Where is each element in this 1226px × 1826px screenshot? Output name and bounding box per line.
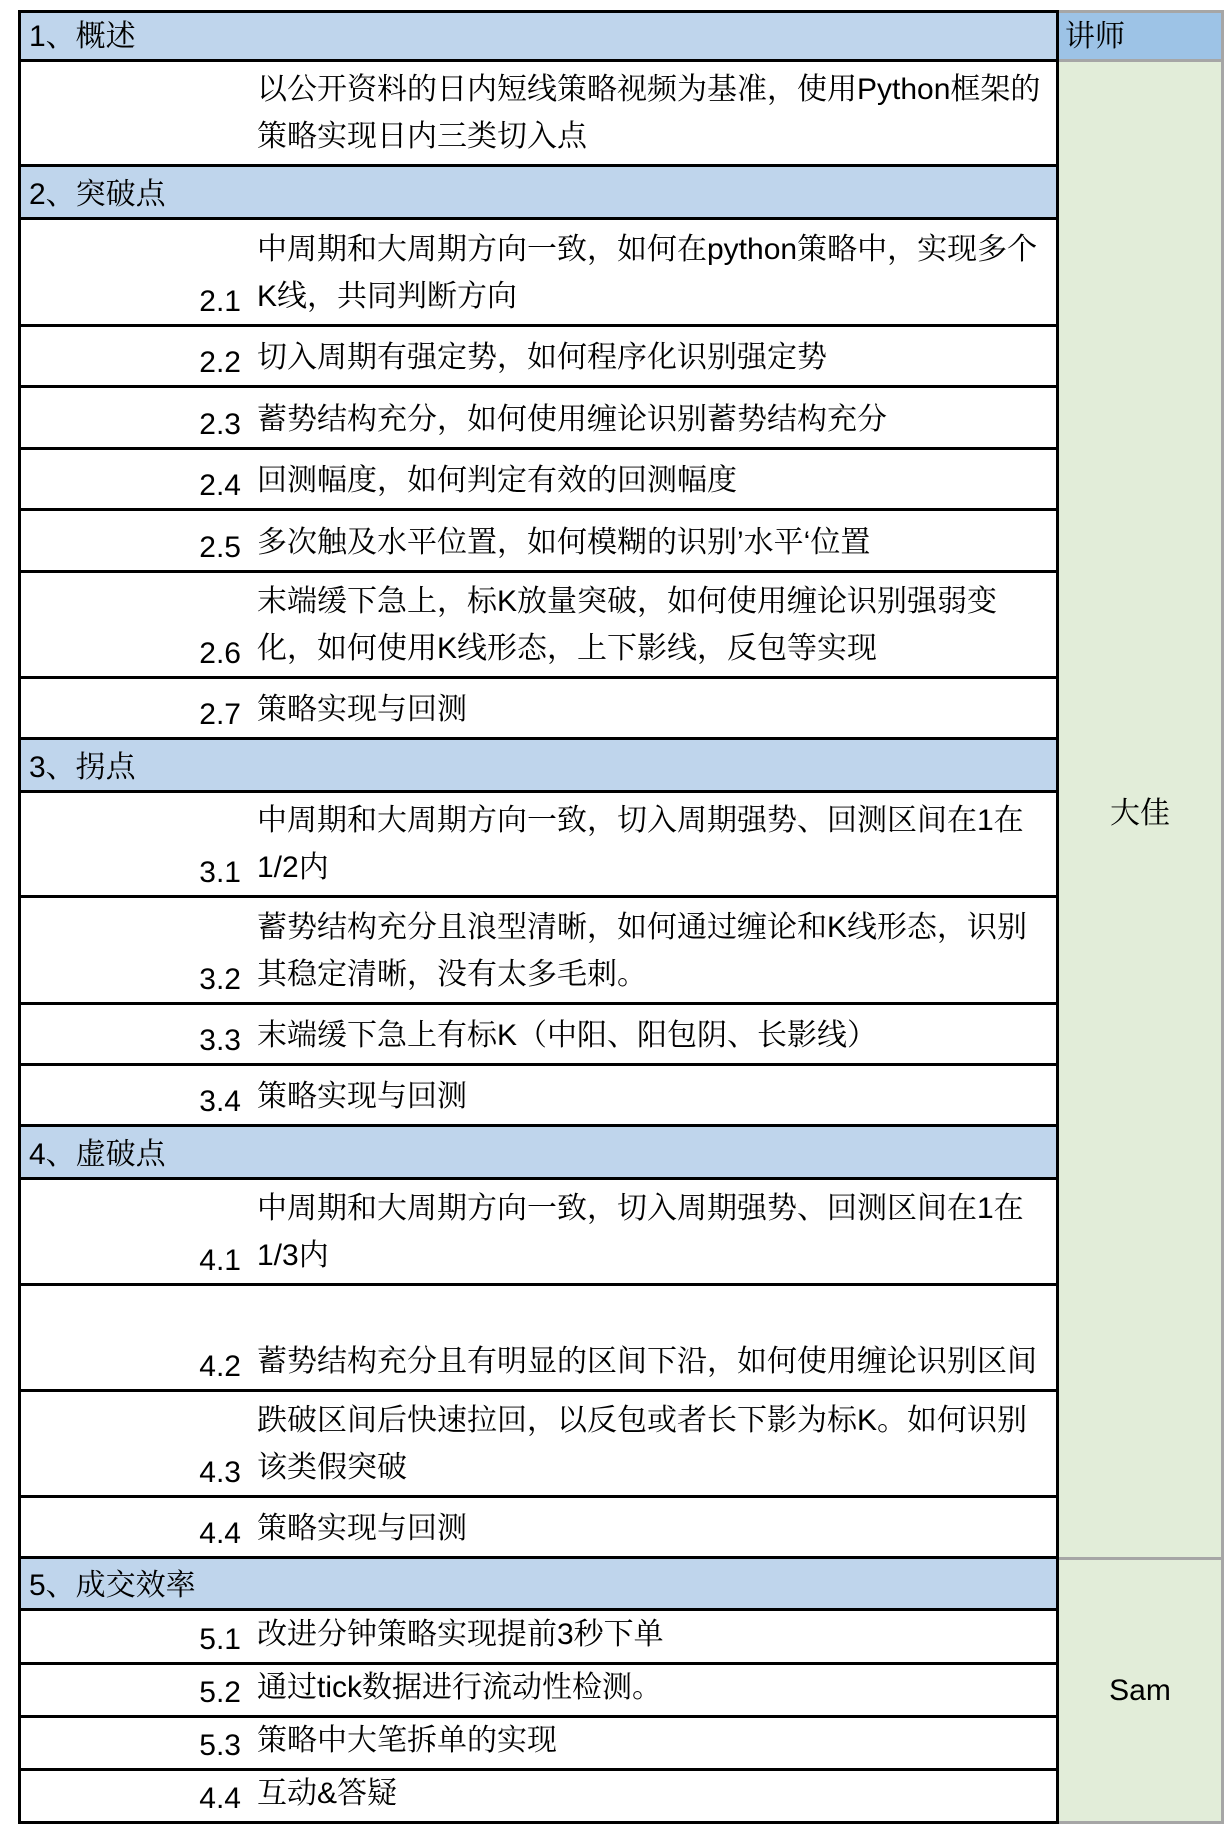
row-num: 2.3 [18, 388, 252, 450]
row-text: 策略实现与回测 [249, 679, 1059, 740]
teacher-column-header: 讲师 [1059, 10, 1224, 62]
row-text: 蓄势结构充分且有明显的区间下沿，如何使用缠论识别区间 [249, 1286, 1059, 1392]
teacher-cell-sam: Sam [1059, 1560, 1224, 1824]
row-text: 互动&答疑 [249, 1771, 1059, 1824]
row-text: 中周期和大周期方向一致，如何在python策略中，实现多个K线，共同判断方向 [249, 220, 1059, 327]
row-num: 4.1 [18, 1180, 252, 1286]
row-num: 2.2 [18, 327, 252, 388]
section-header-5: 5、成交效率 [18, 1559, 252, 1611]
row-text: 蓄势结构充分且浪型清晰，如何通过缠论和K线形态，识别其稳定清晰，没有太多毛刺。 [249, 898, 1059, 1005]
row-text: 中周期和大周期方向一致，切入周期强势、回测区间在1在1/3内 [249, 1180, 1059, 1286]
row-text: 切入周期有强定势，如何程序化识别强定势 [249, 327, 1059, 388]
row-num: 4.4 [18, 1771, 252, 1824]
section-header-4: 4、虚破点 [18, 1127, 252, 1180]
row-text: 改进分钟策略实现提前3秒下单 [249, 1611, 1059, 1665]
row-num: 4.3 [18, 1392, 252, 1498]
row-num: 2.5 [18, 511, 252, 573]
row-num: 5.3 [18, 1718, 252, 1771]
row-text: 通过tick数据进行流动性检测。 [249, 1665, 1059, 1718]
section-header-3-blank [249, 740, 1059, 793]
section-header-2: 2、突破点 [18, 167, 252, 220]
section-header-4-blank [249, 1127, 1059, 1180]
row-text: 策略中大笔拆单的实现 [249, 1718, 1059, 1771]
section-header-5-blank [249, 1559, 1059, 1611]
teacher-cell-dajia: 大佳 [1059, 62, 1224, 1560]
row-num: 4.4 [18, 1498, 252, 1559]
row-text: 多次触及水平位置，如何模糊的识别’水平‘位置 [249, 511, 1059, 573]
section-header-1-blank [249, 10, 1059, 62]
row-num: 5.2 [18, 1665, 252, 1718]
section-header-2-blank [249, 167, 1059, 220]
row-num: 3.1 [18, 793, 252, 898]
row-num: 2.4 [18, 450, 252, 511]
row-num: 2.7 [18, 679, 252, 740]
row-text: 蓄势结构充分，如何使用缠论识别蓄势结构充分 [249, 388, 1059, 450]
row-text: 末端缓下急上，标K放量突破，如何使用缠论识别强弱变化，如何使用K线形态，上下影线，反包等实现 [249, 573, 1059, 679]
row-text: 策略实现与回测 [249, 1498, 1059, 1559]
row-num: 5.1 [18, 1611, 252, 1665]
row-text: 以公开资料的日内短线策略视频为基准，使用Python框架的策略实现日内三类切入点 [249, 62, 1059, 167]
row-num: 2.6 [18, 573, 252, 679]
row-text: 回测幅度，如何判定有效的回测幅度 [249, 450, 1059, 511]
section-header-1: 1、概述 [18, 10, 252, 62]
row-text: 中周期和大周期方向一致，切入周期强势、回测区间在1在1/2内 [249, 793, 1059, 898]
row-num: 3.4 [18, 1066, 252, 1127]
row-num: 3.2 [18, 898, 252, 1005]
row-text: 策略实现与回测 [249, 1066, 1059, 1127]
row-num [18, 62, 252, 167]
row-num: 2.1 [18, 220, 252, 327]
row-num: 3.3 [18, 1005, 252, 1066]
row-text: 跌破区间后快速拉回，以反包或者长下影为标K。如何识别该类假突破 [249, 1392, 1059, 1498]
section-header-3: 3、拐点 [18, 740, 252, 793]
row-num: 4.2 [18, 1286, 252, 1392]
row-text: 末端缓下急上有标K（中阳、阳包阴、长影线） [249, 1005, 1059, 1066]
